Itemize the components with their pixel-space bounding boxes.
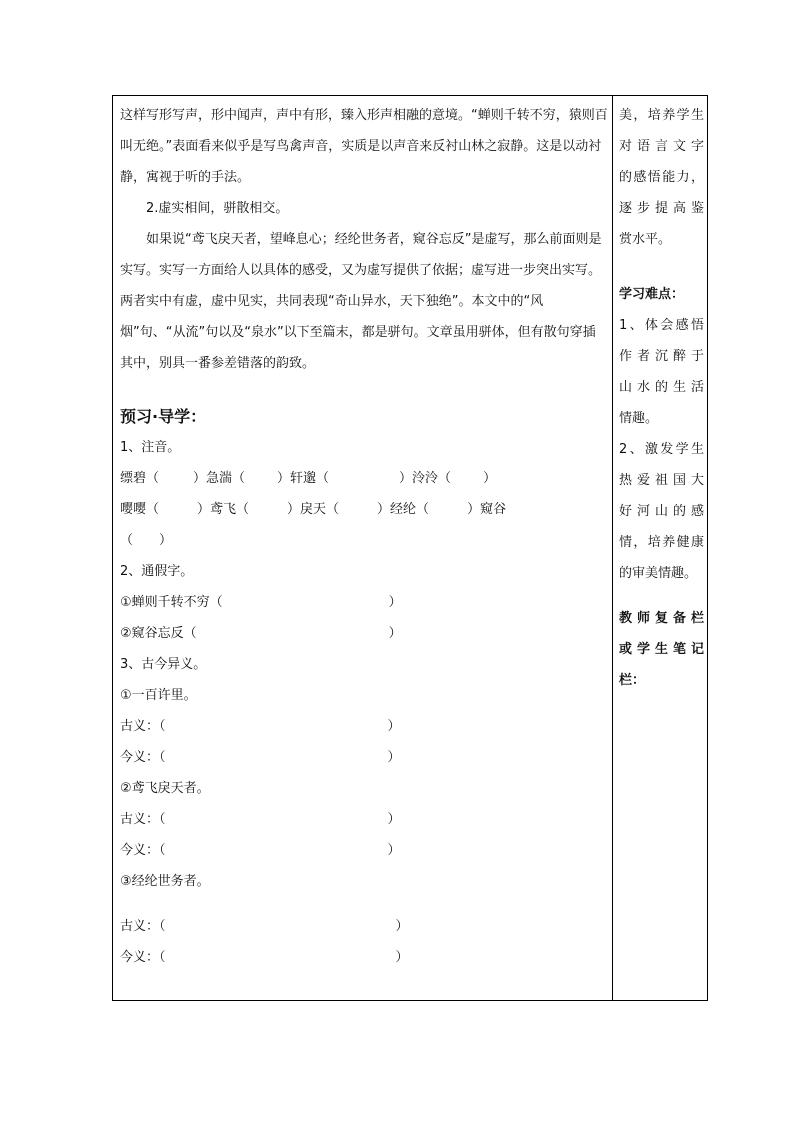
goal-line: 的感悟能力， [619,170,704,185]
item-3-gu: 古义：（ ） [120,919,409,934]
item-2: ②鸢飞戾天者。 [120,781,210,796]
difficulty-title: 学习难点： [619,287,685,302]
pinyin-row-1: 缥碧（ ）急湍（ ）轩邈（ ）泠泠（ ） [120,471,497,486]
goal-line: 对语言文字 [619,139,704,154]
column-divider [612,96,613,1000]
item-3: ③经纶世务者。 [120,874,210,889]
item-1-gu: 古义：（ ） [120,719,401,734]
analysis-point-2: 2.虚实相间，骈散相交。 [146,201,289,216]
pinyin-row-2: 嘤嘤（ ）鸢飞（ ）戾天（ ）经纶（ ）窥谷 [120,502,507,517]
item-1: ①一百许里。 [120,688,197,703]
difficulty-line: 情，培养健康 [619,535,704,550]
question-2: 2、通假字。 [120,564,194,579]
item-1-jin: 今义：（ ） [120,750,401,765]
tongjia-2: ②窥谷忘反（ ） [120,626,402,641]
difficulty-line: 作者沉醉于 [619,349,704,364]
difficulty-line: 热爱祖国大 [619,473,704,488]
goal-line: 赏水平。 [619,232,672,247]
notes-title-line: 教师复备栏 [619,611,704,626]
item-3-jin: 今义：（ ） [120,950,409,965]
analysis-paragraph-1: 这样写形写声，形中闻声，声中有形，臻入形声相融的意境。“蝉则千转不穷，猿则百叫无绝。”表面看来似乎是写鸟禽声音，实质是以声音来反衬山林之寂静。这是以动衬静，寓视于听的手法。 [120,108,608,185]
lesson-table [112,95,708,1001]
side-column [619,100,704,696]
notes-title-line: 或学生笔记 [619,642,704,657]
difficulty-line: 的审美情趣。 [619,566,698,581]
difficulty-line: 1、体会感悟 [619,318,704,333]
difficulty-line: 山水的生活 [619,380,704,395]
question-3: 3、古今异义。 [120,657,207,672]
goal-line: 美，培养学生 [619,108,704,123]
analysis-paragraph-2: 如果说“鸢飞戾天者，望峰息心；经纶世务者，窥谷忘反”是虚写，那么前面则是实写。实写一方面给人以具体的感受，又为虚写提供了依据；虚写进一步突出实写。两者实中有虚，虚中见实，共同表现“奇山异水，天下独绝”。本文中的“风烟”句、“从流”句以及“泉水”以下至篇末，都是骈句。文章虽用骈体，但有散句穿插其中，别具一番参差错落的韵致。 [120,232,602,371]
section-title: 预习·导学： [120,407,207,426]
item-2-jin: 今义：（ ） [120,843,401,858]
item-2-gu: 古义：（ ） [120,812,401,827]
main-column [120,100,608,973]
tongjia-1: ①蝉则千转不穷（ ） [120,595,402,610]
difficulty-line: 2、激发学生 [619,442,704,457]
pinyin-row-3: （ ） [120,533,173,548]
difficulty-line: 情趣。 [619,411,659,426]
question-1: 1、注音。 [120,440,181,455]
notes-title-line: 栏： [619,673,646,688]
difficulty-line: 好河山的感 [619,504,704,519]
goal-line: 逐步提高鉴 [619,201,704,216]
